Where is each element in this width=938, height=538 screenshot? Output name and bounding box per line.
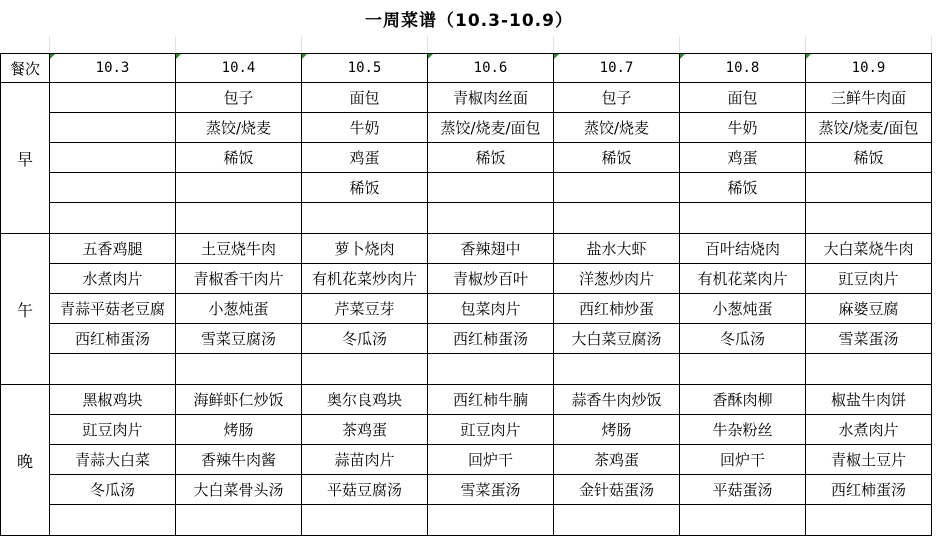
dish-cell[interactable]	[50, 143, 176, 173]
cell-comment-marker-icon	[428, 54, 433, 59]
dish-cell[interactable]: 小葱炖蛋	[680, 294, 806, 324]
dish-cell[interactable]: 小葱炖蛋	[176, 294, 302, 324]
dish-cell[interactable]: 烤肠	[554, 415, 680, 445]
dish-cell[interactable]	[176, 505, 302, 536]
dish-cell[interactable]	[50, 113, 176, 143]
date-header-cell[interactable]	[50, 54, 176, 83]
grid-line	[175, 36, 176, 53]
cell-comment-marker-icon	[680, 54, 685, 59]
date-header-cell[interactable]	[680, 54, 806, 83]
dish-cell[interactable]: 包菜肉片	[428, 294, 554, 324]
cell-comment-marker-icon	[302, 54, 307, 59]
dish-cell[interactable]: 冬瓜汤	[680, 324, 806, 354]
dish-cell[interactable]	[302, 505, 428, 536]
dish-cell[interactable]: 西红柿蛋汤	[806, 475, 932, 505]
dish-cell[interactable]: 水煮肉片	[806, 415, 932, 445]
dish-cell[interactable]: 稀饭	[680, 173, 806, 203]
table-row	[1, 324, 932, 354]
dish-cell[interactable]: 蒸饺/烧麦	[554, 113, 680, 143]
dish-cell[interactable]: 烤肠	[176, 415, 302, 445]
dish-cell[interactable]	[302, 354, 428, 385]
date-header-cell[interactable]	[302, 54, 428, 83]
dish-cell[interactable]: 青蒜大白菜	[50, 445, 176, 475]
dish-cell[interactable]	[428, 203, 554, 234]
table-row	[1, 203, 932, 234]
date-header-cell[interactable]	[176, 54, 302, 83]
table-row	[1, 354, 932, 385]
table-row	[1, 415, 932, 445]
dish-cell[interactable]	[50, 83, 176, 113]
table-row	[1, 143, 932, 173]
empty-spreadsheet-row[interactable]	[0, 36, 938, 53]
dish-cell[interactable]	[428, 173, 554, 203]
dish-cell[interactable]: 香辣翅中	[428, 234, 554, 264]
dish-cell[interactable]	[680, 505, 806, 536]
grid-line	[679, 36, 680, 53]
date-label: 10.8	[725, 60, 760, 76]
dish-cell[interactable]	[806, 203, 932, 234]
dish-cell[interactable]: 茶鸡蛋	[554, 445, 680, 475]
dish-cell[interactable]: 土豆烧牛肉	[176, 234, 302, 264]
page-title[interactable]: 一周菜谱（10.3-10.9）	[365, 10, 573, 31]
dish-cell[interactable]: 平菇蛋汤	[680, 475, 806, 505]
dish-cell[interactable]: 冬瓜汤	[50, 475, 176, 505]
dish-cell[interactable]	[50, 354, 176, 385]
dish-cell[interactable]	[428, 505, 554, 536]
dish-cell[interactable]: 雪菜蛋汤	[428, 475, 554, 505]
dish-cell[interactable]: 冬瓜汤	[302, 324, 428, 354]
dish-cell[interactable]: 牛奶	[680, 113, 806, 143]
dish-cell[interactable]: 西红柿蛋汤	[50, 324, 176, 354]
dish-cell[interactable]	[554, 203, 680, 234]
dish-cell[interactable]: 西红柿牛腩	[428, 385, 554, 415]
dish-cell[interactable]: 洋葱炒肉片	[554, 264, 680, 294]
dish-cell[interactable]: 萝卜烧肉	[302, 234, 428, 264]
table-row	[1, 234, 932, 264]
dish-cell[interactable]: 雪菜蛋汤	[806, 324, 932, 354]
table-row	[1, 264, 932, 294]
dish-cell[interactable]: 金针菇蛋汤	[554, 475, 680, 505]
cell-comment-marker-icon	[50, 54, 55, 59]
table-row	[1, 294, 932, 324]
dish-cell[interactable]: 回炉干	[680, 445, 806, 475]
date-label: 10.6	[473, 60, 508, 76]
dish-cell[interactable]: 回炉干	[428, 445, 554, 475]
dish-cell[interactable]: 香酥肉柳	[680, 385, 806, 415]
date-label: 10.9	[851, 60, 886, 76]
dish-cell[interactable]: 蒸饺/烧麦/面包	[806, 113, 932, 143]
dish-cell[interactable]: 百叶结烧肉	[680, 234, 806, 264]
dish-cell[interactable]: 大白菜骨头汤	[176, 475, 302, 505]
table-row	[1, 475, 932, 505]
dish-cell[interactable]: 西红柿蛋汤	[428, 324, 554, 354]
table-row	[1, 385, 932, 415]
dish-cell[interactable]: 蒜苗肉片	[302, 445, 428, 475]
dish-cell[interactable]: 有机花菜炒肉片	[302, 264, 428, 294]
dish-cell[interactable]	[50, 505, 176, 536]
table-row	[1, 505, 932, 536]
dish-cell[interactable]: 豇豆肉片	[806, 264, 932, 294]
dish-cell[interactable]: 香辣牛肉酱	[176, 445, 302, 475]
dish-cell[interactable]	[680, 354, 806, 385]
dish-cell[interactable]: 稀饭	[806, 143, 932, 173]
cell-comment-marker-icon	[176, 54, 181, 59]
meal-column-header[interactable]: 餐次	[1, 54, 50, 83]
dish-cell[interactable]	[680, 203, 806, 234]
grid-line	[931, 36, 932, 53]
dish-cell[interactable]: 鸡蛋	[680, 143, 806, 173]
dish-cell[interactable]: 牛杂粉丝	[680, 415, 806, 445]
dish-cell[interactable]	[806, 354, 932, 385]
dish-cell[interactable]: 鸡蛋	[302, 143, 428, 173]
header-row	[1, 54, 932, 83]
dish-cell[interactable]: 麻婆豆腐	[806, 294, 932, 324]
date-label: 10.3	[95, 60, 130, 76]
dish-cell[interactable]: 大白菜豆腐汤	[554, 324, 680, 354]
meal-label-cell[interactable]: 晚	[1, 385, 50, 536]
dish-cell[interactable]: 茶鸡蛋	[302, 415, 428, 445]
dish-cell[interactable]: 蒜香牛肉炒饭	[554, 385, 680, 415]
date-label: 10.5	[347, 60, 382, 76]
dish-cell[interactable]: 海鲜虾仁炒饭	[176, 385, 302, 415]
dish-cell[interactable]: 平菇豆腐汤	[302, 475, 428, 505]
table-row	[1, 173, 932, 203]
dish-cell[interactable]: 芹菜豆芽	[302, 294, 428, 324]
dish-cell[interactable]: 面包	[302, 83, 428, 113]
dish-cell[interactable]: 豇豆肉片	[50, 415, 176, 445]
dish-cell[interactable]: 三鲜牛肉面	[806, 83, 932, 113]
dish-cell[interactable]	[806, 505, 932, 536]
dish-cell[interactable]: 稀饭	[428, 143, 554, 173]
dish-cell[interactable]: 包子	[554, 83, 680, 113]
dish-cell[interactable]: 青椒香干肉片	[176, 264, 302, 294]
dish-cell[interactable]	[428, 354, 554, 385]
date-header-cell[interactable]	[428, 54, 554, 83]
table-row	[1, 445, 932, 475]
dish-cell[interactable]: 豇豆肉片	[428, 415, 554, 445]
dish-cell[interactable]: 青椒土豆片	[806, 445, 932, 475]
dish-cell[interactable]	[50, 203, 176, 234]
dish-cell[interactable]: 面包	[680, 83, 806, 113]
dish-cell[interactable]	[176, 203, 302, 234]
meal-label-cell[interactable]: 午	[1, 234, 50, 385]
dish-cell[interactable]: 五香鸡腿	[50, 234, 176, 264]
dish-cell[interactable]	[176, 173, 302, 203]
weekly-menu-table	[0, 53, 932, 536]
meal-label-cell[interactable]: 早	[1, 83, 50, 234]
dish-cell[interactable]: 稀饭	[176, 143, 302, 173]
dish-cell[interactable]: 水煮肉片	[50, 264, 176, 294]
cell-comment-marker-icon	[554, 54, 559, 59]
grid-line	[301, 36, 302, 53]
dish-cell[interactable]	[554, 173, 680, 203]
dish-cell[interactable]: 大白菜烧牛肉	[806, 234, 932, 264]
dish-cell[interactable]: 青椒肉丝面	[428, 83, 554, 113]
dish-cell[interactable]: 黑椒鸡块	[50, 385, 176, 415]
date-header-cell[interactable]	[806, 54, 932, 83]
table-row	[1, 83, 932, 113]
grid-line	[553, 36, 554, 53]
dish-cell[interactable]	[176, 354, 302, 385]
date-header-cell[interactable]	[554, 54, 680, 83]
dish-cell[interactable]	[554, 505, 680, 536]
dish-cell[interactable]: 蒸饺/烧麦/面包	[428, 113, 554, 143]
dish-cell[interactable]: 椒盐牛肉饼	[806, 385, 932, 415]
dish-cell[interactable]	[554, 354, 680, 385]
grid-line	[49, 36, 50, 53]
dish-cell[interactable]: 牛奶	[302, 113, 428, 143]
dish-cell[interactable]: 青蒜平菇老豆腐	[50, 294, 176, 324]
grid-line	[427, 36, 428, 53]
date-label: 10.7	[599, 60, 634, 76]
dish-cell[interactable]: 奥尔良鸡块	[302, 385, 428, 415]
dish-cell[interactable]: 有机花菜肉片	[680, 264, 806, 294]
dish-cell[interactable]: 盐水大虾	[554, 234, 680, 264]
dish-cell[interactable]: 西红柿炒蛋	[554, 294, 680, 324]
dish-cell[interactable]: 包子	[176, 83, 302, 113]
table-row	[1, 113, 932, 143]
dish-cell[interactable]	[302, 203, 428, 234]
grid-line	[805, 36, 806, 53]
dish-cell[interactable]: 雪菜豆腐汤	[176, 324, 302, 354]
dish-cell[interactable]	[806, 173, 932, 203]
cell-comment-marker-icon	[806, 54, 811, 59]
dish-cell[interactable]: 青椒炒百叶	[428, 264, 554, 294]
dish-cell[interactable]: 稀饭	[302, 173, 428, 203]
dish-cell[interactable]: 稀饭	[554, 143, 680, 173]
dish-cell[interactable]	[50, 173, 176, 203]
dish-cell[interactable]: 蒸饺/烧麦	[176, 113, 302, 143]
date-label: 10.4	[221, 60, 256, 76]
